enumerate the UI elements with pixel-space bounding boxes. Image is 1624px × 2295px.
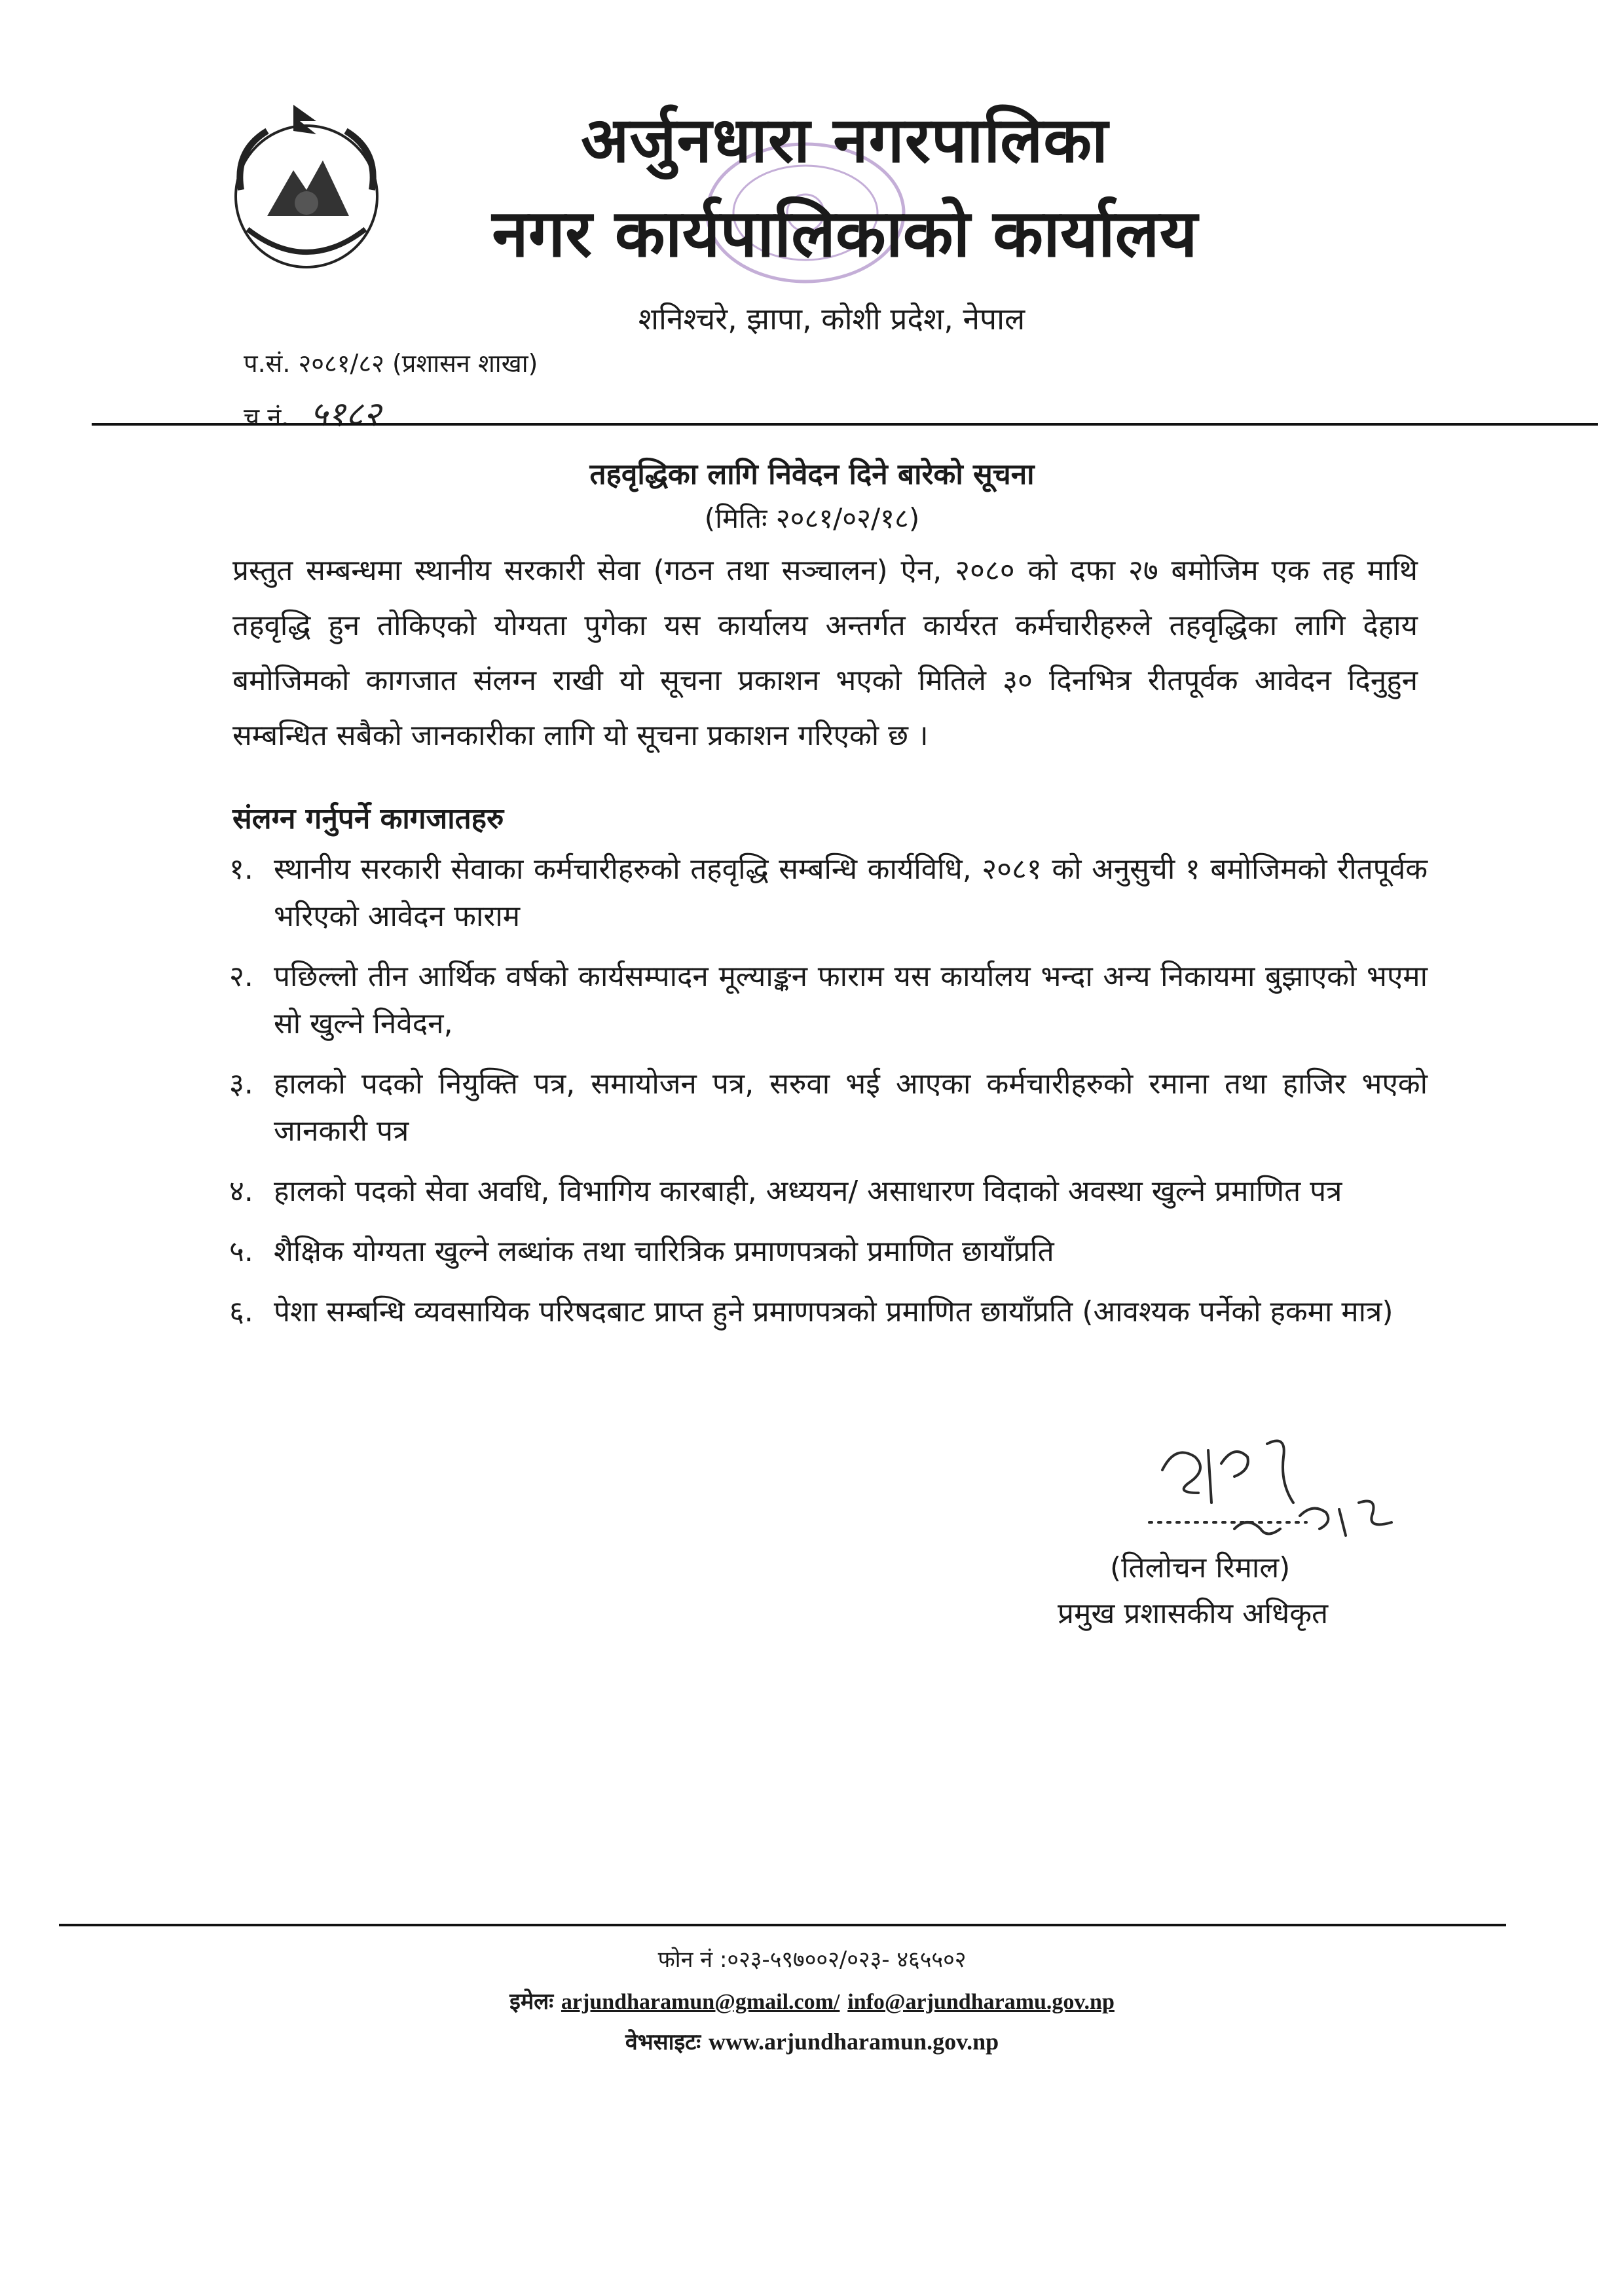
item-number: १. — [229, 853, 253, 886]
website-label: वेभसाइटः — [625, 2029, 701, 2055]
municipality-name: अर्जुनधारा नगरपालिका — [581, 103, 1109, 177]
list-item — [229, 1168, 1428, 1215]
list-item — [229, 953, 1428, 1048]
list-item — [229, 1228, 1428, 1276]
dispatch-number-row — [244, 390, 381, 436]
item-number: ६. — [229, 1295, 253, 1329]
item-number: ५. — [229, 1235, 253, 1268]
office-address: शनिश्चरे, झापा, कोशी प्रदेश, नेपाल — [638, 301, 1025, 337]
attachments-heading: संलग्न गर्नुपर्ने कागजातहरु — [232, 802, 504, 835]
dispatch-label: च नं. — [244, 403, 289, 431]
list-item — [229, 846, 1428, 940]
footer-phone: फोन नं :०२३-५९७००२/०२३- ४६५५०२ — [657, 1947, 967, 1973]
attachments-list — [229, 846, 1428, 1349]
list-item — [229, 1289, 1428, 1336]
item-number: २. — [229, 960, 253, 993]
footer-divider — [59, 1924, 1506, 1926]
signatory-name: (तिलोचन रिमाल) — [1110, 1551, 1291, 1585]
email-link-1[interactable]: arjundharamun@gmail.com/ — [561, 1990, 840, 2014]
footer-email-row — [0, 1985, 1624, 2015]
item-text: हालको पदको नियुक्ति पत्र, समायोजन पत्र, सरुवा भई आएका कर्मचारीहरुको रमाना तथा हाजिर भएको जानकारी पत्र — [274, 1067, 1428, 1148]
notice-date: (मितिः २०८१/०२/१८) — [704, 502, 920, 534]
email-link-2[interactable]: info@arjundharamu.gov.np — [847, 1990, 1115, 2014]
notice-title: तहवृद्धिका लागि निवेदन दिने बारेको सूचना — [589, 458, 1035, 491]
header-divider — [92, 423, 1598, 426]
item-text: पेशा सम्बन्धि व्यवसायिक परिषदबाट प्राप्त हुने प्रमाणपत्रको प्रमाणित छायाँप्रति (आवश्यक पर्नेको हकमा मात्र) — [274, 1295, 1393, 1329]
letter-number: प.सं. २०८१/८२ (प्रशासन शाखा) — [244, 349, 538, 378]
office-name: नगर कार्यपालिकाको कार्यालय — [492, 195, 1198, 272]
notice-body: प्रस्तुत सम्बन्धमा स्थानीय सरकारी सेवा (गठन तथा सञ्चालन) ऐन, २०८० को दफा २७ बमोजिम एक तह माथि तहवृद्धि हुन तोकिएको योग्यता पुगेका यस कार्यालय अन्तर्गत कार्यरत कर्मचारीहरुले तहवृद्धिका लागि देहाय बमोजिमको कागजात संलग्न राखी यो सूचना प्रकाशन भएको मितिले ३० दिनभित्र रीतपूर्वक आवेदन दिनुहुन सम्बन्धित सबैको जानकारीका लागि यो सूचना प्रकाशन गरिएको छ । — [232, 554, 1418, 752]
item-text: हालको पदको सेवा अवधि, विभागिय कारबाही, अध्ययन/ असाधारण विदाको अवस्था खुल्ने प्रमाणित पत्र — [274, 1175, 1342, 1208]
item-text: शैक्षिक योग्यता खुल्ने लब्धांक तथा चारित्रिक प्रमाणपत्रको प्रमाणित छायाँप्रति — [274, 1235, 1054, 1268]
handwritten-signature — [1136, 1431, 1424, 1555]
email-label: इमेलः — [509, 1989, 554, 2015]
signatory-designation: प्रमुख प्रशासकीय अधिकृत — [1058, 1597, 1329, 1630]
dispatch-number: ५१८२ — [310, 395, 381, 434]
item-text: स्थानीय सरकारी सेवाका कर्मचारीहरुको तहवृद्धि सम्बन्धि कार्यविधि, २०८१ को अनुसुची १ बमोजिमको रीतपूर्वक भरिएको आवेदन फाराम — [274, 853, 1428, 933]
website-link[interactable]: www.arjundharamun.gov.np — [709, 2029, 999, 2055]
footer-website-row — [0, 2026, 1624, 2056]
item-number: ४. — [229, 1175, 253, 1208]
item-text: पछिल्लो तीन आर्थिक वर्षको कार्यसम्पादन मूल्याङ्कन फाराम यस कार्यालय भन्दा अन्य निकायमा बुझाएको भएमा सो खुल्ने निवेदन, — [274, 960, 1428, 1040]
item-number: ३. — [229, 1067, 253, 1101]
list-item — [229, 1061, 1428, 1155]
nepal-emblem — [208, 92, 405, 288]
